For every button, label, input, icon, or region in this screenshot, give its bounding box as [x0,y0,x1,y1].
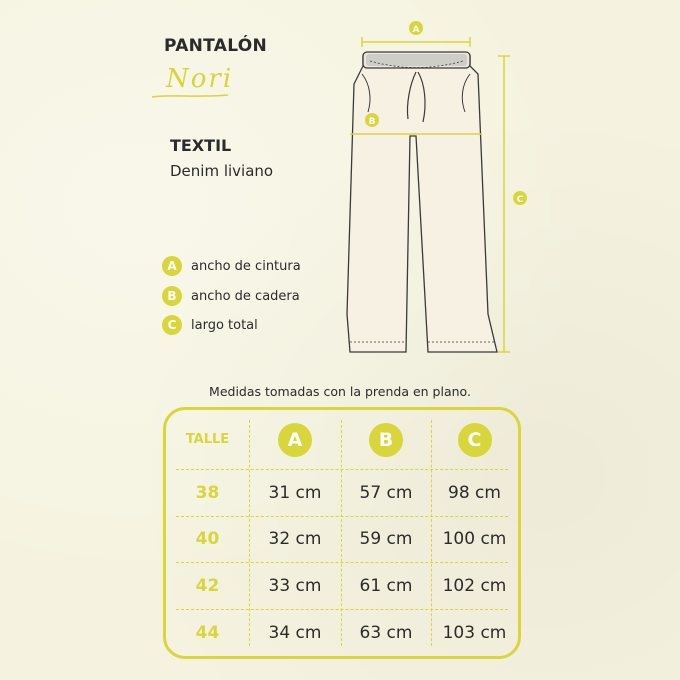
measure-line-a [362,21,470,47]
table-cell-b: 57 cm [359,482,413,503]
legend-badge-c: C [162,315,182,335]
legend-badge-a: A [162,256,182,276]
fabric-label: TEXTIL [170,136,232,155]
measure-line-c [498,56,527,352]
legend-item-c [162,315,258,335]
table-row-size: 40 [195,529,220,549]
table-cell-c: 98 cm [448,482,501,503]
table-cell-a: 33 cm [268,575,322,596]
header-c [431,410,518,469]
measurement-note: Medidas tomadas con la prenda en plano. [209,384,471,399]
size-table [163,407,521,659]
header-b [341,410,431,469]
table-cell-c: 103 cm [442,622,507,643]
fabric-value: Denim liviano [170,162,274,180]
pants-diagram [330,14,550,364]
table-row-size: 42 [195,575,220,596]
table-cell-a: 31 cm [268,482,322,503]
legend-text-b: ancho de cadera [191,288,300,304]
table-cell-c: 102 cm [442,575,507,596]
product-title: PANTALÓN [164,36,268,56]
table-cell-b: 59 cm [359,529,413,549]
header-a [249,410,341,469]
product-model-name: Nori [166,64,234,94]
legend-item-a [162,256,301,276]
table-row-size: 38 [195,482,220,503]
marker-c-text: C [516,195,524,205]
legend-text-a: ancho de cintura [191,258,301,274]
header-talle: TALLE [185,432,230,447]
legend-badge-b: B [162,286,182,306]
table-row-size: 44 [195,622,220,643]
table-cell-b: 61 cm [359,575,413,596]
legend-text-c: largo total [191,317,258,333]
table-cell-c: 100 cm [442,529,507,549]
marker-b-text: B [368,117,376,127]
pants-outline [347,52,497,352]
legend-item-b [162,286,300,306]
table-cell-a: 32 cm [268,529,322,549]
signature-underline [150,93,230,99]
table-cell-a: 34 cm [268,622,322,643]
header-badge-a: A [278,423,312,457]
table-cell-b: 63 cm [359,622,413,643]
header-badge-b: B [369,423,403,457]
header-badge-c: C [458,423,492,457]
marker-a-text: A [412,25,420,35]
